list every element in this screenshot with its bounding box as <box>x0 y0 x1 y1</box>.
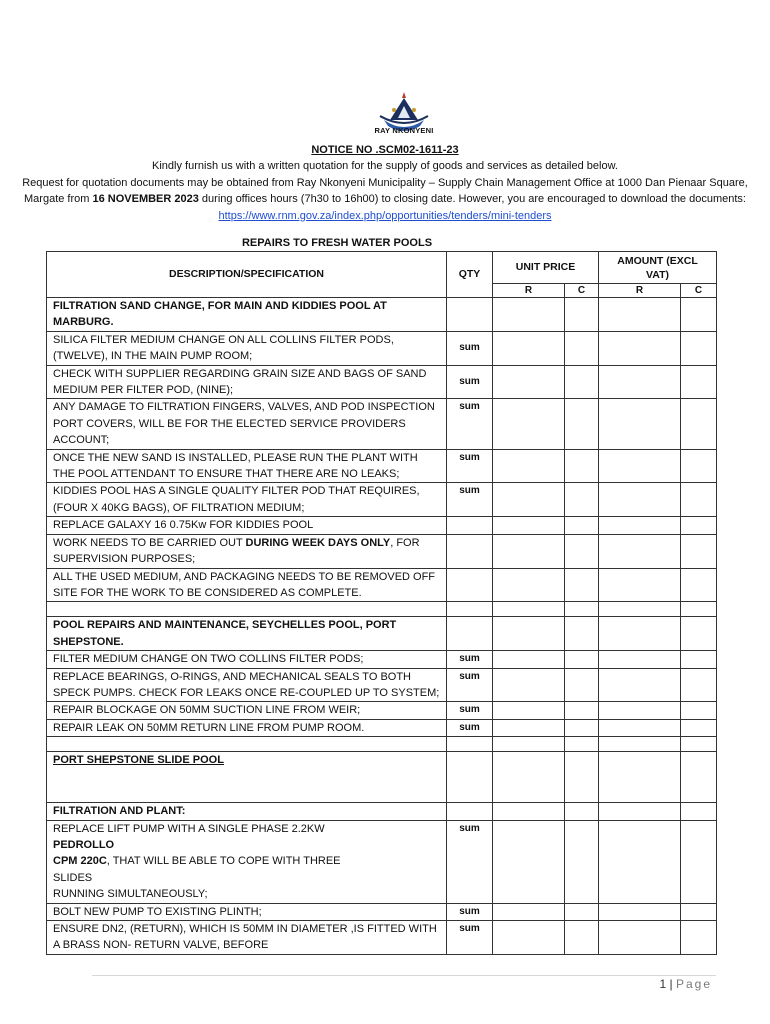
item-description: REPLACE GALAXY 16 0.75Kw FOR KIDDIES POOL <box>47 517 447 534</box>
table-row <box>47 331 717 365</box>
item-description: REPAIR BLOCKAGE ON 50MM SUCTION LINE FROM WEIR; <box>47 702 447 719</box>
section-heading-row <box>47 752 717 803</box>
item-text: , THAT WILL BE ABLE TO COPE WITH THREE <box>106 855 341 868</box>
item-qty: sum <box>447 719 493 736</box>
table-row <box>47 820 717 903</box>
item-qty: sum <box>447 903 493 920</box>
item-qty: sum <box>447 668 493 702</box>
item-description: ONCE THE NEW SAND IS INSTALLED, PLEASE RUN THE PLANT WITH THE POOL ATTENDANT TO ENSURE THAT THERE ARE NO LEAKS; <box>47 449 447 483</box>
item-description: REPAIR LEAK ON 50MM RETURN LINE FROM PUMP ROOM. <box>47 719 447 736</box>
item-qty: sum <box>447 331 493 365</box>
item-text: SLIDES <box>53 871 93 884</box>
item-emphasis: DURING WEEK DAYS ONLY <box>245 536 391 549</box>
section-3-subheading: FILTRATION AND PLANT: <box>47 803 447 820</box>
item-description: ALL THE USED MEDIUM, AND PACKAGING NEEDS TO BE REMOVED OFF SITE FOR THE WORK TO BE CONSIDERED AS COMPLETE. <box>47 568 447 602</box>
download-link[interactable]: https://www.rnm.gov.za/index.php/opportunities/tenders/mini-tenders <box>218 209 552 222</box>
section-2-heading: POOL REPAIRS AND MAINTENANCE, SEYCHELLES POOL, PORT SHEPSTONE. <box>47 617 447 651</box>
intro-paragraph <box>20 158 750 224</box>
table-row <box>47 483 717 517</box>
table-row <box>47 921 717 955</box>
section-1-heading: FILTRATION SAND CHANGE, FOR MAIN AND KIDDIES POOL AT MARBURG. <box>47 298 447 332</box>
intro-date: 16 NOVEMBER 2023 <box>92 193 199 205</box>
unit-price-header: UNIT PRICE <box>493 252 599 284</box>
item-qty: sum <box>447 702 493 719</box>
table-row <box>47 449 717 483</box>
item-text: WORK NEEDS TO BE CARRIED OUT <box>53 536 246 549</box>
item-description: SILICA FILTER MEDIUM CHANGE ON ALL COLLINS FILTER PODS, (TWELVE), IN THE MAIN PUMP ROOM; <box>47 331 447 365</box>
unit-price-r: R <box>493 284 565 298</box>
qty-header: QTY <box>447 252 493 298</box>
page-number: 1 <box>659 977 667 991</box>
item-text: RUNNING SIMULTANEOUSLY; <box>53 888 208 901</box>
table-row <box>47 651 717 668</box>
item-description <box>47 534 447 568</box>
section-subheading-row <box>47 803 717 820</box>
item-qty: sum <box>447 921 493 955</box>
section-heading-row <box>47 298 717 332</box>
item-description: ANY DAMAGE TO FILTRATION FINGERS, VALVES, AND POD INSPECTION PORT COVERS, WILL BE FOR THE ELECTED SERVICE PROVIDERS ACCOUNT; <box>47 399 447 449</box>
quotation-table <box>46 251 717 955</box>
intro-text-a: Request for quotation documents may be obtained from Ray Nkonyeni Municipality – Supply Chain Management Office at 1000 Dan Pienaar Square, Margate from <box>22 176 748 205</box>
table-row <box>47 365 717 399</box>
amount-c: C <box>681 284 717 298</box>
intro-line-1: Kindly furnish us with a written quotation for the supply of goods and services as detailed below. <box>152 160 618 172</box>
item-description <box>47 820 447 903</box>
blank-row <box>47 737 717 752</box>
intro-text-b: during offices hours (7h30 to 16h00) to closing date. However, you are encouraged to download the documents: <box>198 193 746 205</box>
item-qty: sum <box>447 820 493 903</box>
item-description: REPLACE BEARINGS, O-RINGS, AND MECHANICAL SEALS TO BOTH SPECK PUMPS. CHECK FOR LEAKS ONCE RE-COUPLED UP TO SYSTEM; <box>47 668 447 702</box>
table-row <box>47 903 717 920</box>
table-row <box>47 668 717 702</box>
item-description: CHECK WITH SUPPLIER REGARDING GRAIN SIZE AND BAGS OF SAND MEDIUM PER FILTER POD, (NINE); <box>47 365 447 399</box>
pump-model: CPM 220C <box>53 855 107 868</box>
pump-brand: PEDROLLO <box>53 838 115 851</box>
section-heading-row <box>47 617 717 651</box>
description-header: DESCRIPTION/SPECIFICATION <box>47 252 447 298</box>
item-text: REPLACE LIFT PUMP WITH A SINGLE PHASE 2.2KW <box>53 822 325 835</box>
intro-line-2 <box>20 175 750 225</box>
notice-number: NOTICE NO .SCM02-1611-23 <box>311 144 459 156</box>
table-row <box>47 517 717 534</box>
page-footer <box>659 977 712 991</box>
section-3-heading-cell <box>47 752 447 803</box>
item-qty: sum <box>447 399 493 449</box>
item-description: BOLT NEW PUMP TO EXISTING PLINTH; <box>47 903 447 920</box>
table-row <box>47 534 717 568</box>
unit-price-c: C <box>565 284 599 298</box>
amount-r: R <box>599 284 681 298</box>
table-row <box>47 719 717 736</box>
item-description: KIDDIES POOL HAS A SINGLE QUALITY FILTER POD THAT REQUIRES, (FOUR X 40KG BAGS), OF FILTRATION MEDIUM; <box>47 483 447 517</box>
amount-header: AMOUNT (EXCL VAT) <box>599 252 717 284</box>
table-row <box>47 702 717 719</box>
item-qty: sum <box>447 449 493 483</box>
item-description: FILTER MEDIUM CHANGE ON TWO COLLINS FILTER PODS; <box>47 651 447 668</box>
table-title: REPAIRS TO FRESH WATER POOLS <box>241 237 433 249</box>
section-3-heading: PORT SHEPSTONE SLIDE POOL <box>53 754 224 767</box>
item-qty: sum <box>447 483 493 517</box>
table-row <box>47 399 717 449</box>
header-row <box>47 252 717 284</box>
footer-divider <box>92 975 716 976</box>
logo-text: RAY NKONYENI <box>374 126 434 135</box>
item-qty: sum <box>447 365 493 399</box>
item-text: , FOR SUPERVISION PURPOSES; <box>53 536 420 566</box>
table-row <box>47 568 717 602</box>
item-description: ENSURE DN2, (RETURN), WHICH IS 50MM IN DIAMETER ,IS FITTED WITH A BRASS NON- RETURN VALVE, BEFORE <box>47 921 447 955</box>
item-qty: sum <box>447 651 493 668</box>
page-label: Page <box>675 977 712 991</box>
page-separator: | <box>666 977 676 991</box>
blank-row <box>47 602 717 617</box>
